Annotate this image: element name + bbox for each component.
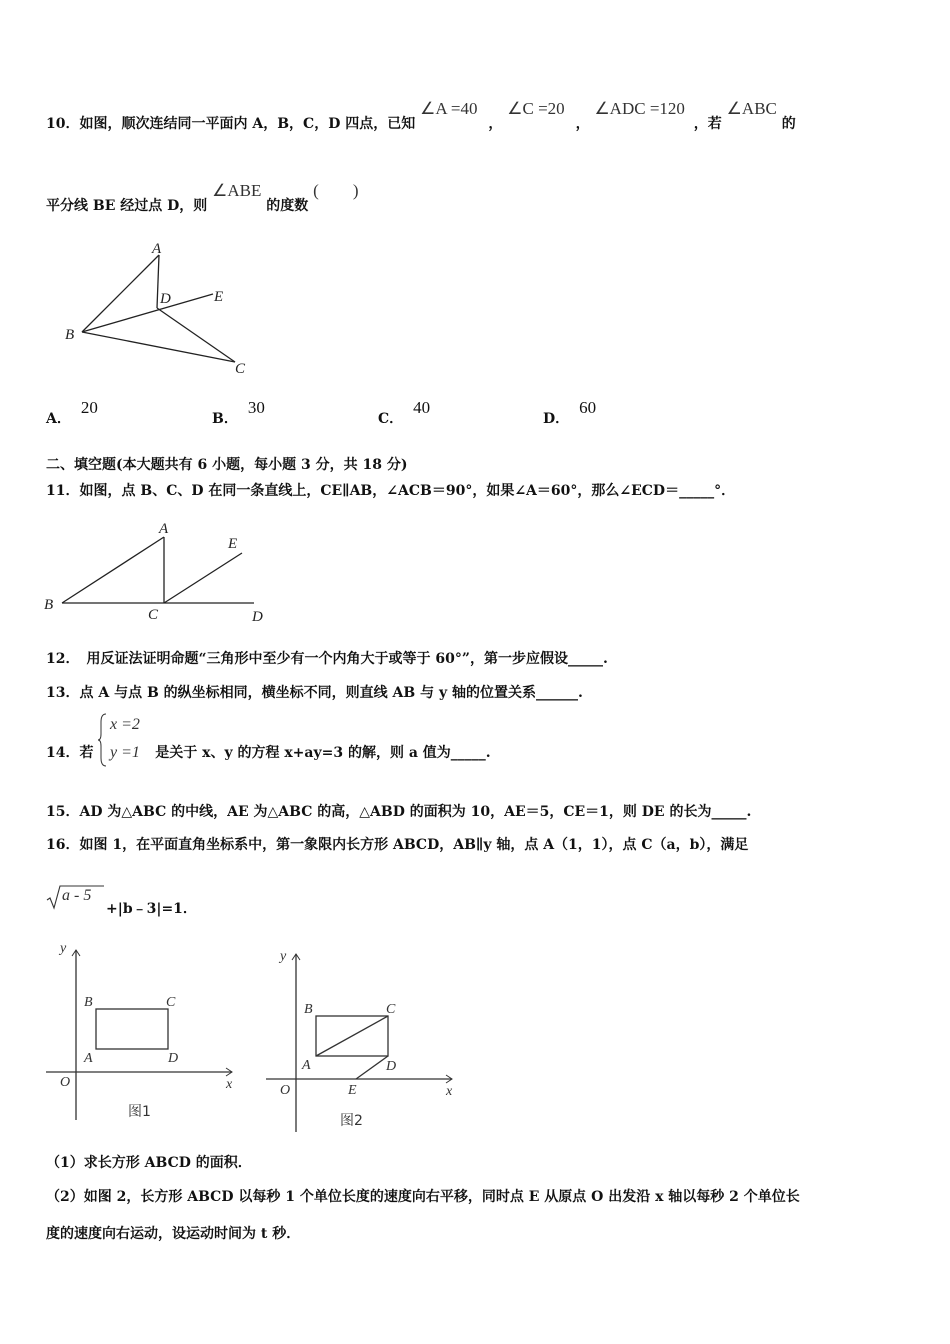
q10-angle-abe: ∠ABE (212, 181, 262, 200)
q10-option-c[interactable] (378, 398, 431, 428)
q11-label-d: D (252, 609, 263, 625)
q10-sep1: ， (488, 116, 503, 132)
fig1-rectangle (96, 1009, 168, 1049)
q16-tail: +|b﹣3|=1． (106, 901, 197, 917)
fig2-diagonal-ac (316, 1016, 388, 1056)
q14-eq1: x =2 (110, 716, 140, 733)
q16-part1: （1）求长方形 ABCD 的面积． (46, 1155, 252, 1171)
q10-option-c-value: 40 (413, 398, 431, 417)
q10-label-d: D (160, 291, 171, 307)
q11-text: 11．如图，点 B、C、D 在同一条直线上，CE∥AB，∠ACB＝90°，如果∠A＝60°，那么∠ECD＝_____°． (46, 483, 736, 499)
q10-option-b[interactable] (212, 398, 265, 428)
fig2-label-x: x (446, 1084, 453, 1099)
q10-option-c-letter: C． (378, 411, 404, 427)
q10-mid: ，若 (693, 116, 722, 132)
section2-title: 二、填空题(本大题共有 6 小题，每小题 3 分，共 18 分) (46, 457, 408, 473)
fig2-label-b: B (304, 1002, 313, 1017)
q10-option-a-letter: A． (46, 411, 71, 427)
q10-suffix: 的 (781, 116, 796, 132)
fig2-label-y: y (280, 949, 287, 964)
fig1-caption: 图1 (128, 1104, 151, 1120)
q11-seg-ce (164, 553, 242, 603)
q16-part2-line2: 度的速度向右运动，设运动时间为 t 秒． (46, 1226, 301, 1242)
q10-label-b: B (65, 327, 75, 343)
fig2-label-a: A (302, 1058, 311, 1073)
fig1-label-x: x (226, 1077, 233, 1092)
q11-label-e: E (228, 536, 238, 552)
fig1-label-d: D (168, 1051, 179, 1066)
q11-seg-ba (62, 537, 164, 603)
q14-eq2: y =1 (110, 744, 140, 761)
q10-line1 (46, 99, 796, 133)
q16-text: 16．如图 1，在平面直角坐标系中，第一象限内长方形 ABCD，AB∥y 轴，点 A（1，1），点 C（a，b），满足 (46, 837, 749, 853)
q10-label-c: C (235, 361, 246, 377)
fig2-seg-ed (356, 1056, 388, 1079)
fig2-label-e: E (348, 1083, 357, 1098)
q11-figure (40, 520, 280, 625)
q14-prefix: 14．若 (46, 745, 94, 761)
q16-sqrt-radicand: a - 5 (62, 887, 92, 904)
q10-prefix: 10．如图，顺次连结同一平面内 A，B，C，D 四点，已知 (46, 116, 416, 132)
fig1-label-o: O (60, 1075, 71, 1090)
q10-option-b-value: 30 (247, 398, 265, 417)
q10-figure (55, 235, 265, 380)
q10-line2 (46, 181, 359, 215)
q16-figure1 (40, 938, 240, 1128)
q11-label-c: C (148, 607, 159, 623)
fig1-label-b: B (84, 995, 93, 1010)
q11-label-b: B (44, 597, 54, 613)
q10-angle-c: ∠C =20 (507, 99, 565, 118)
fig2-label-c: C (386, 1002, 396, 1017)
fig1-label-y: y (60, 941, 67, 956)
q10-option-d-letter: D． (543, 411, 570, 427)
fig2-caption: 图2 (340, 1113, 363, 1129)
q10-seg-bc (82, 332, 235, 362)
q11-label-a: A (159, 521, 169, 537)
q10-sep2: ， (575, 116, 590, 132)
fig2-label-o: O (280, 1083, 291, 1098)
q10-option-a[interactable] (46, 398, 98, 428)
q10-angle-abc: ∠ABC (726, 99, 777, 118)
fig1-label-a: A (84, 1051, 93, 1066)
q15-text: 15．AD 为△ABC 的中线，AE 为△ABC 的高，△ABD 的面积为 10，AE＝5，CE＝1，则 DE 的长为_____. (46, 804, 752, 820)
q14-suffix: 是关于 x、y 的方程 x+ay=3 的解，则 a 值为_____. (155, 745, 491, 761)
q10-label-e: E (214, 289, 224, 305)
q10-paren: ( ) (313, 181, 359, 200)
q10-line2-mid: 的度数 (266, 198, 309, 214)
q10-option-d[interactable] (543, 398, 597, 428)
fig1-label-c: C (166, 995, 176, 1010)
q10-seg-ad (157, 255, 159, 308)
q10-line2-prefix: 平分线 BE 经过点 D，则 (46, 198, 208, 214)
q16-part2-line1: （2）如图 2，长方形 ABCD 以每秒 1 个单位长度的速度向右平移，同时点 E 从原点 O 出发沿 x 轴以每秒 2 个单位长 (46, 1189, 800, 1205)
fig2-label-d: D (386, 1059, 397, 1074)
q13-text: 13．点 A 与点 B 的纵坐标相同，横坐标不同，则直线 AB 与 y 轴的位置关系______. (46, 685, 583, 701)
q10-option-b-letter: B． (212, 411, 238, 427)
q12-text: 12． 用反证法证明命题“三角形中至少有一个内角大于或等于 60°”，第一步应假设_____. (46, 651, 608, 667)
q10-angle-a: ∠A =40 (420, 99, 478, 118)
q10-option-d-value: 60 (579, 398, 597, 417)
q10-label-a: A (152, 241, 162, 257)
q14-brace (98, 712, 108, 768)
q10-angle-adc: ∠ADC =120 (594, 99, 685, 118)
q16-figure2 (262, 942, 462, 1134)
q10-option-a-value: 20 (80, 398, 98, 417)
